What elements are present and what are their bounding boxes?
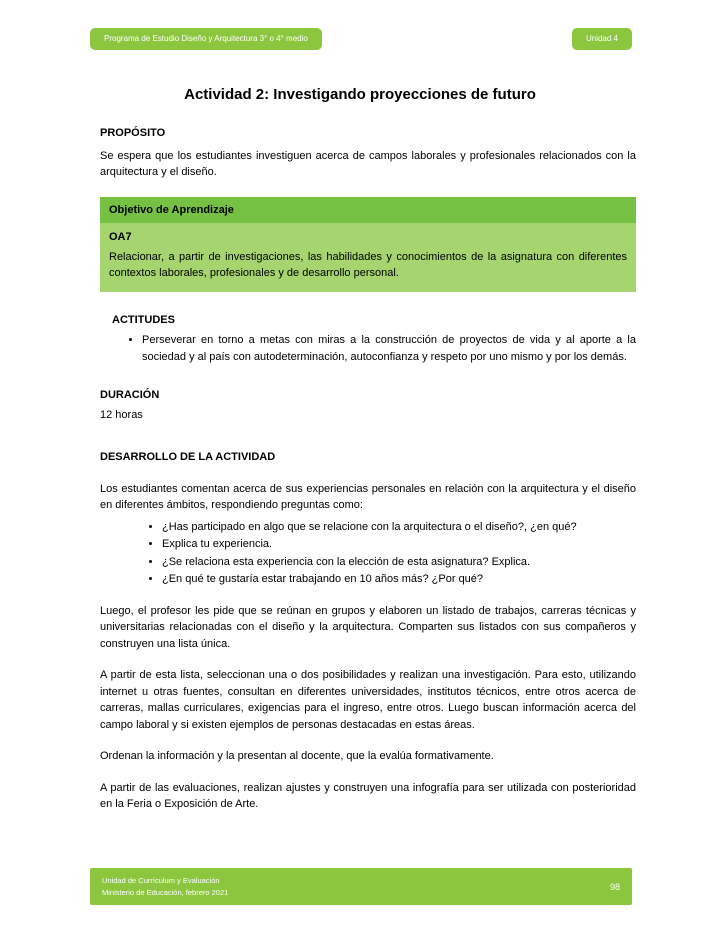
footer-credits — [102, 875, 228, 898]
desarrollo-paragraph: Ordenan la información y la presentan al docente, que la evalúa formativamente. — [100, 750, 494, 762]
question-item: • ¿En qué te gustaría estar trabajando en 10 años más? ¿Por qué? — [162, 571, 636, 588]
proposito-text: Se espera que los estudiantes investiguen acerca de campos laborales y profesionales relacionados con la arquitectura y el diseño. — [100, 149, 636, 178]
proposito-heading: PROPÓSITO — [100, 127, 166, 139]
footer-line1: Unidad de Currículum y Evaluación — [102, 875, 220, 885]
duracion-heading: DURACIÓN — [100, 389, 160, 401]
activity-title: Actividad 2: Investigando proyecciones de futuro — [184, 86, 536, 103]
page-footer — [90, 868, 632, 905]
actitudes-list — [112, 332, 636, 365]
question-item: • Explica tu experiencia. — [162, 536, 636, 553]
actitudes-section — [100, 312, 636, 366]
desarrollo-questions-list — [100, 519, 636, 588]
question-item: • ¿Se relaciona esta experiencia con la elección de esta asignatura? Explica. — [162, 554, 636, 571]
program-badge: Programa de Estudio Diseño y Arquitectura 3° o 4° medio — [90, 28, 322, 50]
desarrollo-intro: Los estudiantes comentan acerca de sus experiencias personales en relación con la arquitectura y el diseño en diferentes ámbitos, respondiendo preguntas como: — [100, 482, 636, 511]
actitudes-heading: ACTITUDES — [112, 313, 175, 326]
duracion-value: 12 horas — [100, 408, 143, 421]
desarrollo-heading: DESARROLLO DE LA ACTIVIDAD — [100, 451, 276, 463]
objetivo-code: OA7 — [109, 231, 132, 243]
question-item: • ¿Has participado en algo que se relacione con la arquitectura o el diseño?, ¿en qué? — [162, 519, 636, 536]
objetivo-box-body — [100, 223, 636, 292]
objetivo-text: Relacionar, a partir de investigaciones, las habilidades y conocimientos de la asignatura con diferentes contextos laborales, profesionales y de desarrollo personal. — [109, 250, 627, 279]
footer-line2: Ministerio de Educación, febrero 2021 — [102, 887, 229, 897]
unit-badge: Unidad 4 — [572, 28, 632, 50]
actitudes-item: • Perseverar en torno a metas con miras a la construcción de proyectos de vida y al aporte a la sociedad y al país con autodeterminación, autoconfianza y respeto por uno mismo y por los demás. — [142, 332, 636, 365]
page-number: 98 — [609, 881, 620, 892]
desarrollo-paragraph: A partir de las evaluaciones, realizan ajustes y construyen una infografía para ser utilizada con posterioridad en la Feria o Exposición de Arte. — [100, 781, 636, 810]
objetivo-aprendizaje-box — [100, 197, 636, 292]
desarrollo-paragraph: Luego, el profesor les pide que se reúnan en grupos y elaboren un listado de trabajos, carreras técnicas y universitarias relacionadas con el diseño y la arquitectura. Comparten sus listados con sus compañeros y construyen una lista única. — [100, 604, 636, 650]
objetivo-box-heading: Objetivo de Aprendizaje — [100, 197, 636, 224]
desarrollo-paragraph: A partir de esta lista, seleccionan una o dos posibilidades y realizan una investigación. Para esto, utilizando internet u otras fuentes, consultan en diferentes universidades, institutos técnicos, entre otros acerca de carreras, mallas curriculares, exigencias para el ingreso, entre otros. Luego buscan información acerca del campo laboral y si existen ejemplos de personas destacadas en estas áreas. — [100, 669, 636, 731]
main-content — [100, 125, 636, 813]
page-header — [0, 0, 720, 50]
